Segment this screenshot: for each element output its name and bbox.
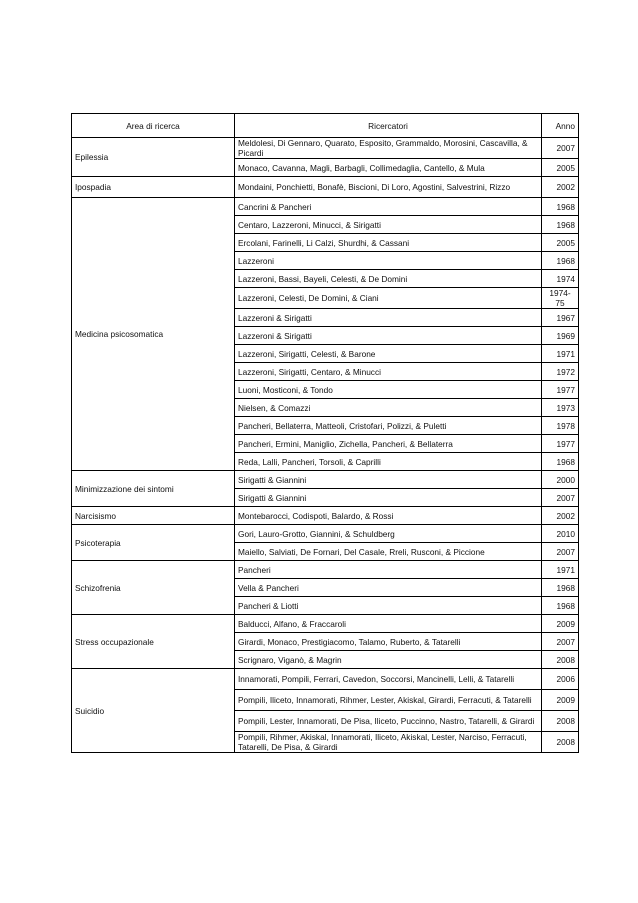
researchers-cell: Nielsen, & Comazzi <box>235 399 542 417</box>
researchers-cell: Lazzeroni <box>235 252 542 270</box>
year-cell: 1969 <box>542 327 579 345</box>
researchers-cell: Lazzeroni & Sirigatti <box>235 327 542 345</box>
researchers-cell: Scrignaro, Viganò, & Magrin <box>235 651 542 669</box>
table-body <box>72 138 579 753</box>
table-row <box>72 198 579 216</box>
year-cell: 1977 <box>542 381 579 399</box>
researchers-cell: Montebarocci, Codispoti, Balardo, & Rossi <box>235 507 542 525</box>
researchers-cell: Innamorati, Pompili, Ferrari, Cavedon, Soccorsi, Mancinelli, Lelli, & Tatarelli <box>235 669 542 690</box>
year-cell: 2007 <box>542 138 579 159</box>
table-row <box>72 669 579 690</box>
year-cell: 2010 <box>542 525 579 543</box>
year-cell: 2008 <box>542 711 579 732</box>
researchers-cell: Gori, Lauro-Grotto, Giannini, & Schuldberg <box>235 525 542 543</box>
researchers-cell: Maiello, Salviati, De Fornari, Del Casale, Rreli, Rusconi, & Piccione <box>235 543 542 561</box>
researchers-cell: Sirigatti & Giannini <box>235 471 542 489</box>
researchers-cell: Reda, Lalli, Pancheri, Torsoli, & Caprilli <box>235 453 542 471</box>
year-cell: 2002 <box>542 507 579 525</box>
table-row <box>72 138 579 159</box>
researchers-cell: Lazzeroni, Celesti, De Domini, & Ciani <box>235 288 542 309</box>
year-cell: 2009 <box>542 615 579 633</box>
table-row <box>72 471 579 489</box>
area-cell: Schizofrenia <box>72 561 235 615</box>
researchers-cell: Balducci, Alfano, & Fraccaroli <box>235 615 542 633</box>
researchers-cell: Pompili, Lester, Innamorati, De Pisa, Iliceto, Puccinno, Nastro, Tatarelli, & Girardi <box>235 711 542 732</box>
area-cell: Epilessia <box>72 138 235 177</box>
year-cell: 2008 <box>542 651 579 669</box>
year-cell: 1968 <box>542 198 579 216</box>
researchers-cell: Ercolani, Farinelli, Li Calzi, Shurdhi, & Cassani <box>235 234 542 252</box>
researchers-cell: Lazzeroni, Sirigatti, Celesti, & Barone <box>235 345 542 363</box>
year-cell: 1977 <box>542 435 579 453</box>
researchers-cell: Cancrini & Pancheri <box>235 198 542 216</box>
year-cell: 1968 <box>542 252 579 270</box>
researchers-cell: Pancheri <box>235 561 542 579</box>
header-year: Anno <box>542 114 579 138</box>
area-cell: Narcisismo <box>72 507 235 525</box>
header-researchers: Ricercatori <box>235 114 542 138</box>
researchers-cell: Mondaini, Ponchietti, Bonafè, Biscioni, Di Loro, Agostini, Salvestrini, Rizzo <box>235 177 542 198</box>
year-cell: 2007 <box>542 633 579 651</box>
researchers-cell: Vella & Pancheri <box>235 579 542 597</box>
table-row <box>72 615 579 633</box>
year-cell: 1967 <box>542 309 579 327</box>
researchers-cell: Pompili, Rihmer, Akiskal, Innamorati, Iliceto, Akiskal, Lester, Narciso, Ferracuti, Tatarelli, De Pisa, & Girardi <box>235 732 542 753</box>
area-cell: Stress occupazionale <box>72 615 235 669</box>
year-cell: 2008 <box>542 732 579 753</box>
table-row <box>72 525 579 543</box>
year-cell: 1968 <box>542 597 579 615</box>
researchers-cell: Pancheri & Liotti <box>235 597 542 615</box>
researchers-cell: Meldolesi, Di Gennaro, Quarato, Esposito, Grammaldo, Morosini, Cascavilla, & Picardi <box>235 138 542 159</box>
researchers-cell: Pancheri, Ermini, Maniglio, Zichella, Pancheri, & Bellaterra <box>235 435 542 453</box>
year-cell: 1974 <box>542 270 579 288</box>
area-cell: Minimizzazione dei sintomi <box>72 471 235 507</box>
researchers-cell: Pompili, Iliceto, Innamorati, Rihmer, Lester, Akiskal, Girardi, Ferracuti, & Tatarelli <box>235 690 542 711</box>
year-cell: 1968 <box>542 216 579 234</box>
research-table <box>71 113 579 753</box>
year-cell: 2007 <box>542 543 579 561</box>
researchers-cell: Girardi, Monaco, Prestigiacomo, Talamo, Ruberto, & Tatarelli <box>235 633 542 651</box>
year-cell: 1968 <box>542 453 579 471</box>
table-header-row <box>72 114 579 138</box>
area-cell: Psicoterapia <box>72 525 235 561</box>
year-cell: 1968 <box>542 579 579 597</box>
area-cell: Suicidio <box>72 669 235 753</box>
researchers-cell: Luoni, Mosticoni, & Tondo <box>235 381 542 399</box>
researchers-cell: Sirigatti & Giannini <box>235 489 542 507</box>
year-cell: 2000 <box>542 471 579 489</box>
year-cell: 1973 <box>542 399 579 417</box>
year-cell: 2009 <box>542 690 579 711</box>
year-cell: 1978 <box>542 417 579 435</box>
year-cell: 1971 <box>542 561 579 579</box>
researchers-cell: Lazzeroni & Sirigatti <box>235 309 542 327</box>
researchers-cell: Monaco, Cavanna, Magli, Barbagli, Collimedaglia, Cantello, & Mula <box>235 159 542 177</box>
area-cell: Medicina psicosomatica <box>72 198 235 471</box>
year-cell: 1974- 75 <box>542 288 579 309</box>
year-cell: 1972 <box>542 363 579 381</box>
year-cell: 2005 <box>542 159 579 177</box>
area-cell: Ipospadia <box>72 177 235 198</box>
year-cell: 2002 <box>542 177 579 198</box>
researchers-cell: Lazzeroni, Bassi, Bayeli, Celesti, & De Domini <box>235 270 542 288</box>
year-cell: 2007 <box>542 489 579 507</box>
year-cell: 2005 <box>542 234 579 252</box>
table-row <box>72 561 579 579</box>
researchers-cell: Lazzeroni, Sirigatti, Centaro, & Minucci <box>235 363 542 381</box>
year-cell: 2006 <box>542 669 579 690</box>
table-row <box>72 177 579 198</box>
year-cell: 1971 <box>542 345 579 363</box>
header-area: Area di ricerca <box>72 114 235 138</box>
researchers-cell: Pancheri, Bellaterra, Matteoli, Cristofari, Polizzi, & Puletti <box>235 417 542 435</box>
researchers-cell: Centaro, Lazzeroni, Minucci, & Sirigatti <box>235 216 542 234</box>
table-row <box>72 507 579 525</box>
